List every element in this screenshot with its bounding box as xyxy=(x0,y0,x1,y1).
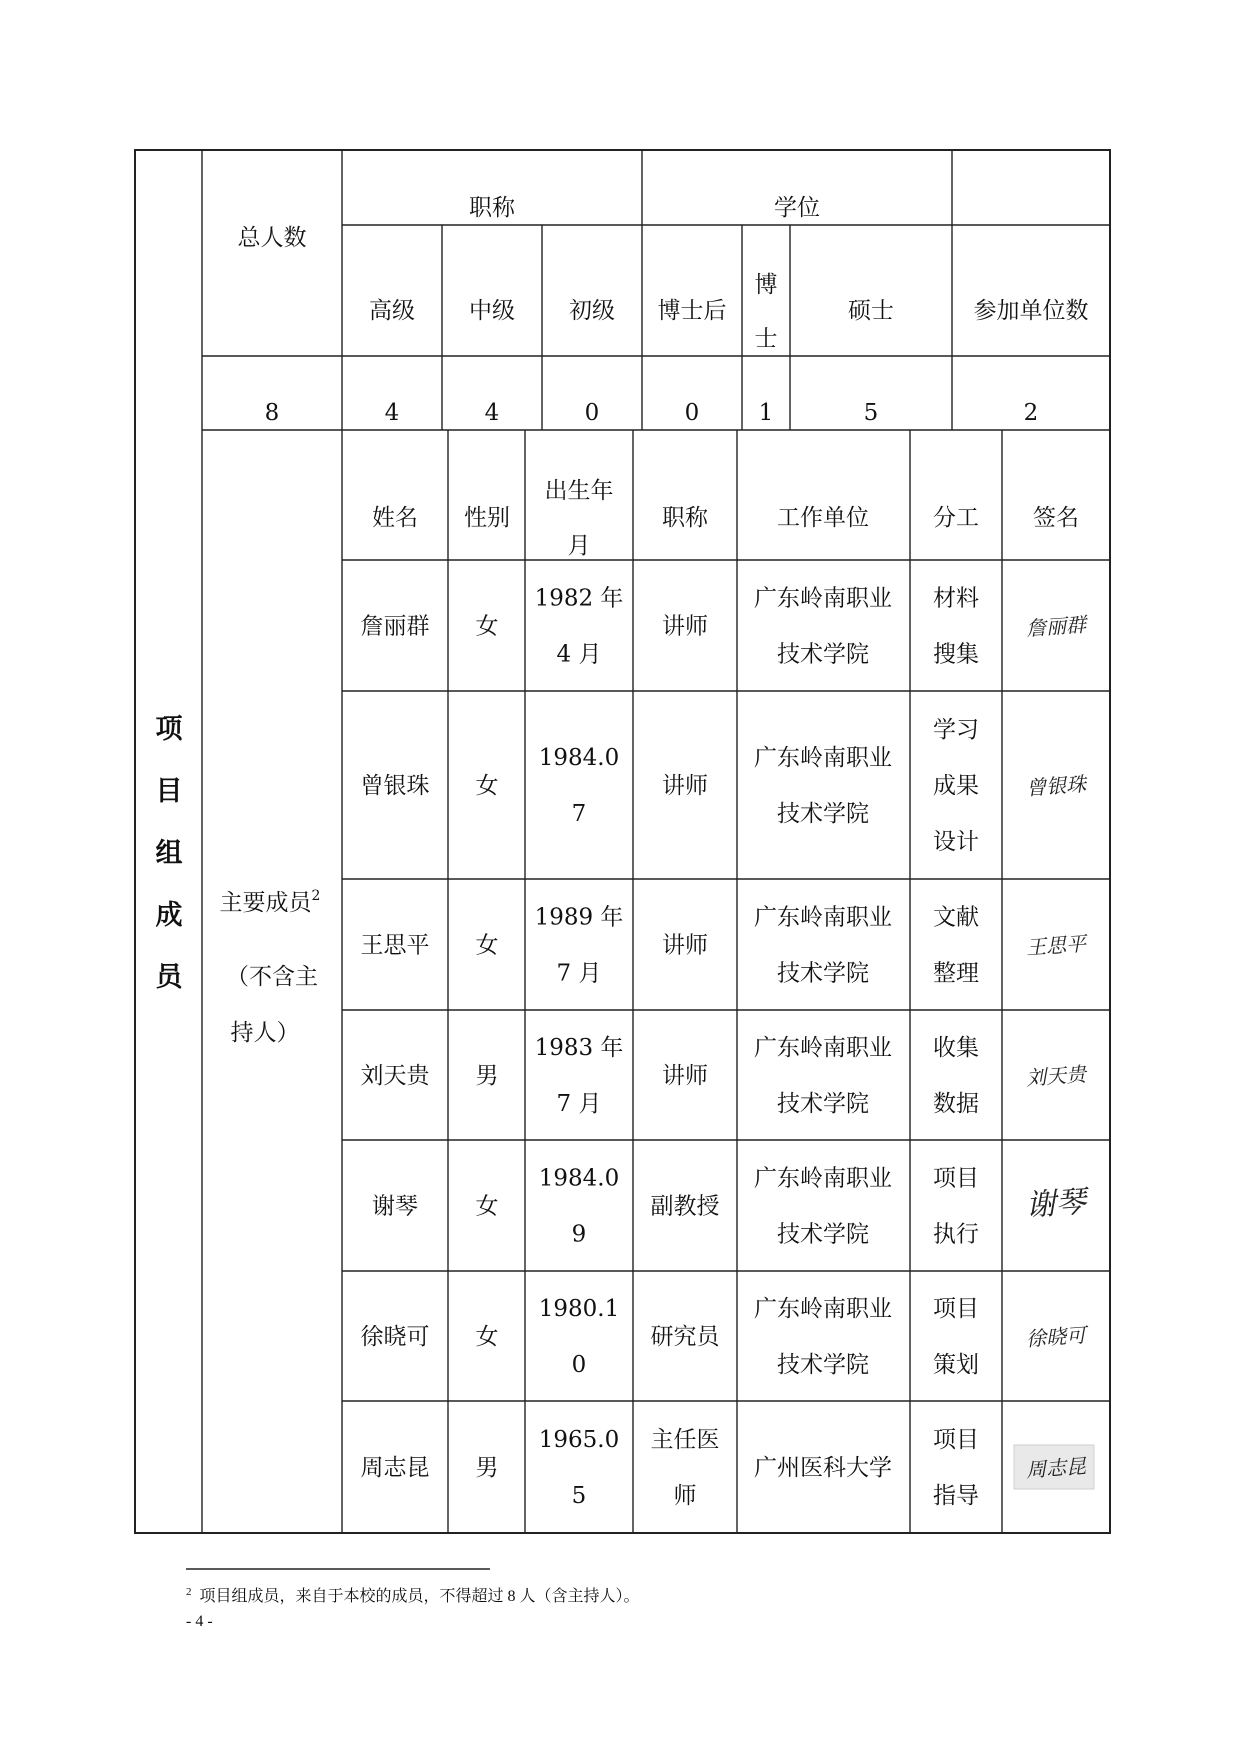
member-birth: 1982 年 xyxy=(534,585,624,612)
member-title: 研究员 xyxy=(650,1324,720,1350)
svg-text:詹丽群: 詹丽群 xyxy=(1025,612,1087,641)
member-birth: 7 xyxy=(571,801,587,827)
member-role: 执行 xyxy=(933,1221,979,1248)
member-title: 师 xyxy=(673,1483,697,1509)
signature-image xyxy=(1025,1323,1090,1351)
member-gender: 女 xyxy=(475,613,499,640)
member-unit: 技术学院 xyxy=(777,1352,869,1378)
section-label xyxy=(156,714,185,993)
member-title: 讲师 xyxy=(662,773,708,799)
middle-value: 4 xyxy=(484,400,500,426)
footnote-text: 项目组成员，来自于本校的成员，不得超过 8 人（含主持人）。 xyxy=(199,1588,640,1605)
master-header: 硕士 xyxy=(848,298,894,324)
member-title: 讲师 xyxy=(662,613,708,640)
member-gender: 女 xyxy=(475,1324,499,1350)
member-role: 搜集 xyxy=(933,641,979,668)
svg-text:王思平: 王思平 xyxy=(1025,931,1087,960)
member-birth: 1983 年 xyxy=(534,1035,624,1061)
junior-value: 0 xyxy=(584,400,600,426)
member-name: 谢琴 xyxy=(372,1193,418,1220)
units-header: 参加单位数 xyxy=(973,298,1089,324)
member-gender: 男 xyxy=(475,1063,499,1089)
members-label-line3: 持人） xyxy=(230,1020,300,1046)
member-role: 项目 xyxy=(933,1165,979,1192)
section-label-char: 项 xyxy=(155,714,183,745)
header-role: 分工 xyxy=(933,505,979,531)
svg-text:曾银珠: 曾银珠 xyxy=(1025,771,1087,801)
units-value: 2 xyxy=(1023,400,1039,426)
member-unit: 技术学院 xyxy=(777,1091,869,1117)
middle-header: 中级 xyxy=(469,298,515,324)
member-gender: 女 xyxy=(475,773,499,799)
member-unit: 广东岭南职业 xyxy=(754,1165,892,1192)
member-gender: 女 xyxy=(475,1193,499,1220)
senior-value: 4 xyxy=(384,400,400,426)
member-name: 徐晓可 xyxy=(360,1324,430,1350)
member-unit: 技术学院 xyxy=(777,641,869,668)
member-unit: 广东岭南职业 xyxy=(754,585,892,612)
svg-text:谢琴: 谢琴 xyxy=(1024,1184,1088,1224)
total-header: 总人数 xyxy=(237,225,307,251)
title-group-header: 职称 xyxy=(469,195,515,221)
member-role: 收集 xyxy=(933,1035,979,1061)
header-signature: 签名 xyxy=(1033,505,1079,531)
header-birth-line1: 出生年 xyxy=(544,478,614,504)
member-unit: 广东岭南职业 xyxy=(754,904,892,931)
member-role: 设计 xyxy=(933,829,979,855)
member-birth: 1965.0 xyxy=(538,1427,620,1453)
svg-text:周志昆: 周志昆 xyxy=(1025,1453,1087,1483)
member-name: 詹丽群 xyxy=(360,613,430,640)
section-label-char: 目 xyxy=(155,776,183,807)
svg-text:徐晓可: 徐晓可 xyxy=(1025,1322,1087,1352)
postdoc-value: 0 xyxy=(684,400,700,426)
member-birth: 7 月 xyxy=(556,1091,602,1117)
footnote-number: 2 xyxy=(186,1586,192,1598)
member-birth: 7 月 xyxy=(556,960,602,987)
phd-header-char1: 博 xyxy=(754,272,778,298)
signature-image xyxy=(1014,1445,1094,1489)
member-birth: 0 xyxy=(571,1352,587,1378)
member-birth: 9 xyxy=(571,1221,587,1248)
header-unit: 工作单位 xyxy=(777,505,869,531)
senior-header: 高级 xyxy=(369,298,415,324)
member-birth: 1989 年 xyxy=(534,904,624,931)
member-gender: 男 xyxy=(475,1455,499,1481)
member-role: 项目 xyxy=(933,1427,979,1453)
member-unit: 广州医科大学 xyxy=(754,1455,892,1481)
members-label-line1: 主要成员$^2$ xyxy=(219,888,321,916)
member-name: 周志昆 xyxy=(360,1455,430,1481)
member-unit: 广东岭南职业 xyxy=(754,1035,892,1061)
svg-text:刘天贵: 刘天贵 xyxy=(1025,1061,1087,1091)
member-birth: 5 xyxy=(571,1483,587,1509)
member-role: 整理 xyxy=(933,960,979,987)
signature-image xyxy=(1025,772,1089,800)
svg-text:项目组成员 xyxy=(156,714,185,993)
member-role: 项目 xyxy=(933,1296,979,1322)
junior-header: 初级 xyxy=(569,298,615,324)
member-gender: 女 xyxy=(475,932,499,959)
member-role: 学习 xyxy=(933,717,979,743)
member-unit: 技术学院 xyxy=(777,801,869,827)
member-title: 主任医 xyxy=(650,1427,720,1453)
member-unit: 广东岭南职业 xyxy=(754,745,892,771)
signature-image xyxy=(1025,612,1090,640)
section-label-char: 成 xyxy=(155,900,183,931)
member-name: 曾银珠 xyxy=(360,773,430,799)
member-unit: 技术学院 xyxy=(777,960,869,987)
member-birth: 1984.0 xyxy=(538,745,620,771)
members-label-line2: （不含主 xyxy=(226,964,318,990)
member-name: 王思平 xyxy=(360,932,430,959)
member-rows xyxy=(361,586,1095,1510)
postdoc-header: 博士后 xyxy=(657,298,727,324)
header-title: 职称 xyxy=(662,505,708,531)
member-unit: 广东岭南职业 xyxy=(754,1296,892,1322)
member-birth: 4 月 xyxy=(556,641,602,668)
header-birth-line2: 月 xyxy=(567,533,591,559)
phd-value: 1 xyxy=(758,400,774,426)
page-number: - 4 - xyxy=(186,1613,213,1630)
section-label-char: 员 xyxy=(155,962,183,993)
member-title: 讲师 xyxy=(662,1063,708,1089)
phd-header-char2: 士 xyxy=(754,326,778,352)
signature-image xyxy=(1025,1062,1089,1090)
member-role: 成果 xyxy=(933,773,979,799)
member-role: 材料 xyxy=(933,585,979,612)
footnote xyxy=(186,1586,640,1605)
member-role: 文献 xyxy=(933,904,979,931)
member-name: 刘天贵 xyxy=(360,1063,430,1089)
header-name: 姓名 xyxy=(372,505,418,531)
member-title: 副教授 xyxy=(650,1193,720,1220)
total-value: 8 xyxy=(264,400,280,426)
signature-image xyxy=(1025,931,1090,959)
member-role: 指导 xyxy=(933,1483,979,1509)
member-birth: 1984.0 xyxy=(538,1165,620,1192)
member-birth: 1980.1 xyxy=(538,1296,620,1322)
member-role: 数据 xyxy=(933,1091,979,1117)
member-role: 策划 xyxy=(933,1352,979,1378)
master-value: 5 xyxy=(863,400,879,426)
signature-image xyxy=(1025,1184,1091,1223)
header-gender: 性别 xyxy=(464,505,510,531)
member-unit: 技术学院 xyxy=(777,1221,869,1248)
section-label-char: 组 xyxy=(155,838,183,869)
degree-group-header: 学位 xyxy=(774,195,820,221)
member-title: 讲师 xyxy=(662,932,708,959)
